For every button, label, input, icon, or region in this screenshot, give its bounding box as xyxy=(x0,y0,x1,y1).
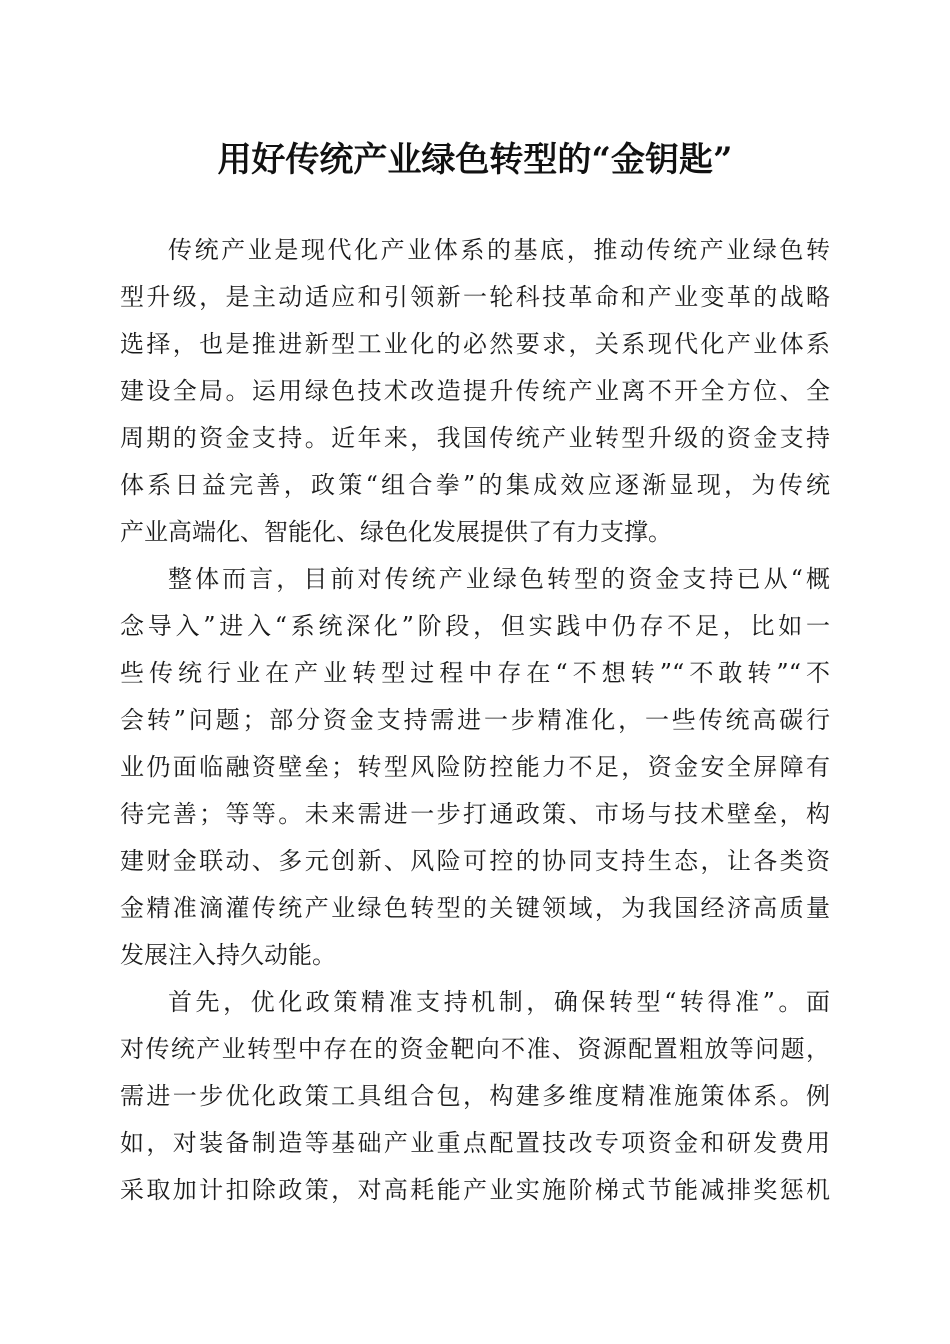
paragraph-line: 产业高端化、智能化、绿色化发展提供了有力支撑。 xyxy=(120,518,672,546)
paragraph-line: 型升级，是主动适应和引领新一轮科技革命和产业变革的战略 xyxy=(120,283,830,311)
paragraph-line: 建设全局。运用绿色技术改造提升传统产业离不开全方位、全 xyxy=(120,377,830,405)
paragraph-line: 整体而言，目前对传统产业绿色转型的资金支持已从“概 xyxy=(168,565,830,593)
paragraph-line: 业仍面临融资壁垒；转型风险防控能力不足，资金安全屏障有 xyxy=(120,753,830,781)
paragraph-line: 待完善；等等。未来需进一步打通政策、市场与技术壁垒，构 xyxy=(120,800,830,828)
paragraph-line: 金精准滴灌传统产业绿色转型的关键领域，为我国经济高质量 xyxy=(120,894,830,922)
paragraph-line: 建财金联动、多元创新、风险可控的协同支持生态，让各类资 xyxy=(120,847,830,875)
paragraph-line: 传统产业是现代化产业体系的基底，推动传统产业绿色转 xyxy=(168,236,830,264)
paragraph-line: 采取加计扣除政策，对高耗能产业实施阶梯式节能减排奖惩机 xyxy=(120,1176,830,1204)
paragraph-line: 周期的资金支持。近年来，我国传统产业转型升级的资金支持 xyxy=(120,424,830,452)
paragraph-3 xyxy=(120,979,830,1214)
document-title: 用好传统产业绿色转型的“金钥匙” xyxy=(217,140,733,180)
paragraph-line: 对传统产业转型中存在的资金靶向不准、资源配置粗放等问题， xyxy=(120,1035,830,1063)
paragraph-line: 会转”问题；部分资金支持需进一步精准化，一些传统高碳行 xyxy=(120,706,830,734)
paragraph-line: 首先，优化政策精准支持机制，确保转型“转得准”。面 xyxy=(168,988,830,1016)
paragraph-2 xyxy=(120,556,830,979)
paragraph-1 xyxy=(120,227,830,556)
paragraph-line: 需进一步优化政策工具组合包，构建多维度精准施策体系。例 xyxy=(120,1082,830,1110)
paragraph-line: 如，对装备制造等基础产业重点配置技改专项资金和研发费用 xyxy=(120,1129,830,1157)
paragraph-line: 念导入”进入“系统深化”阶段，但实践中仍存不足，比如一 xyxy=(120,612,830,640)
paragraph-line: 体系日益完善，政策“组合拳”的集成效应逐渐显现，为传统 xyxy=(120,471,830,499)
paragraph-line: 发展注入持久动能。 xyxy=(120,941,336,969)
paragraph-line: 些传统行业在产业转型过程中存在“不想转”“不敢转”“不 xyxy=(120,659,830,687)
paragraph-line: 选择，也是推进新型工业化的必然要求，关系现代化产业体系 xyxy=(120,330,830,358)
document-body xyxy=(120,227,830,1214)
